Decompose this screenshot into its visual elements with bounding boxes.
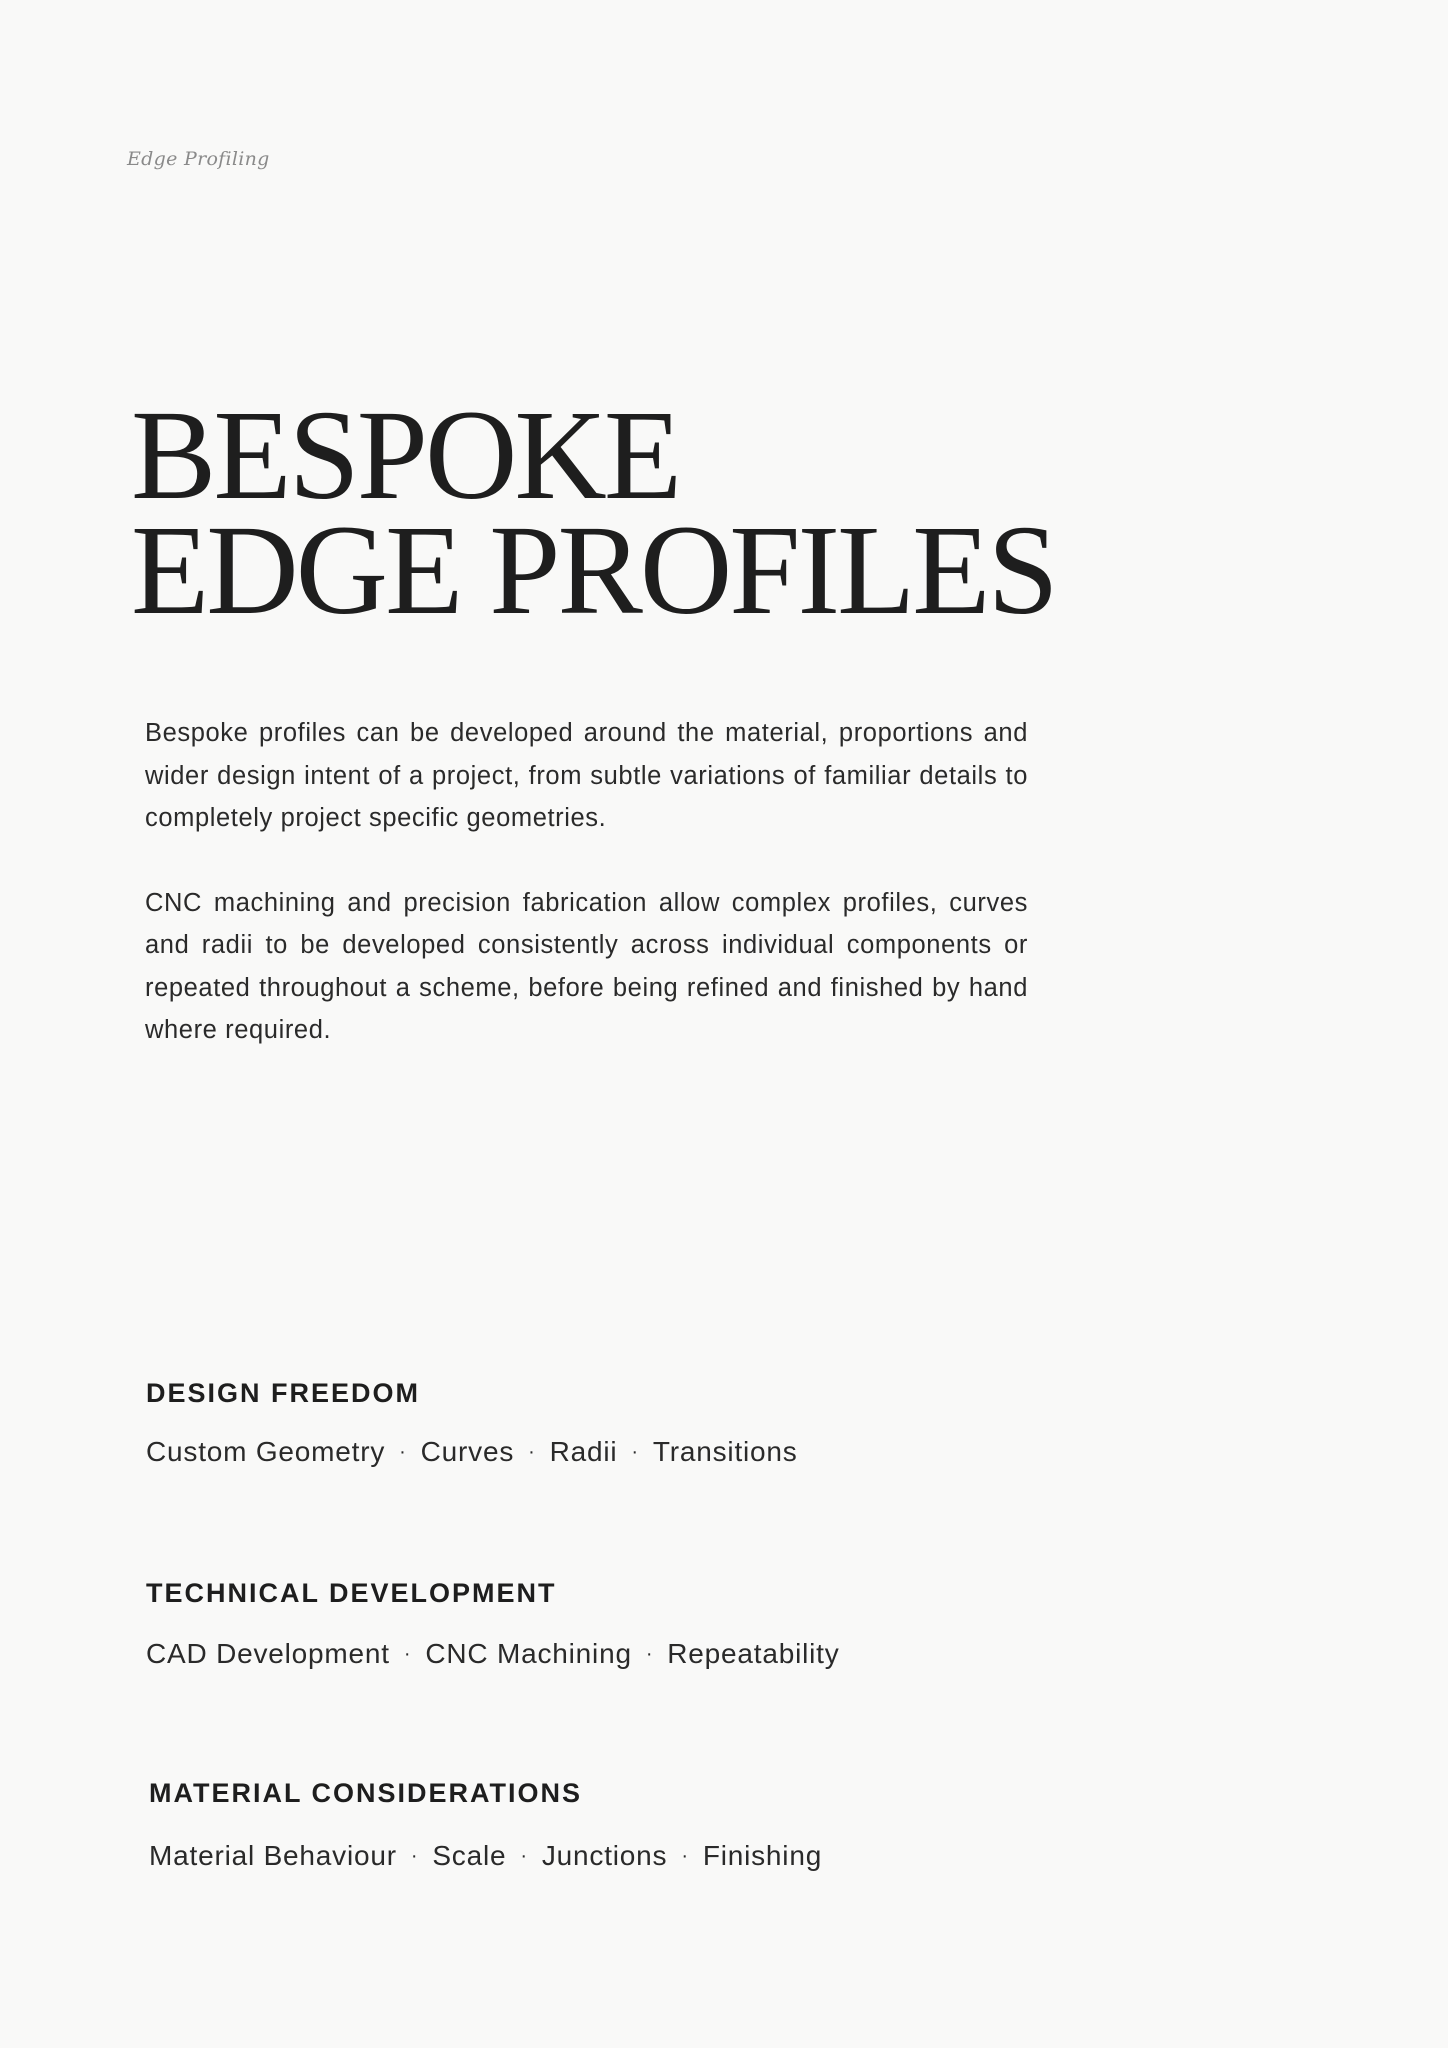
tag: CNC Machining <box>425 1638 632 1669</box>
feature-tags <box>146 1636 840 1672</box>
tag: Custom Geometry <box>146 1436 386 1467</box>
intro-text <box>145 712 1028 1094</box>
tag: Curves <box>420 1436 515 1467</box>
feature-material-considerations <box>149 1776 822 1874</box>
separator-dot: · <box>403 1643 412 1665</box>
tag: Repeatability <box>667 1638 840 1669</box>
separator-dot: · <box>645 1643 654 1665</box>
separator-dot: · <box>520 1845 528 1867</box>
feature-technical-development <box>146 1576 840 1672</box>
intro-paragraph-2: CNC machining and precision fabrication allow complex profiles, curves and radii to be developed consistently across individual components or repeated throughout a scheme, before being refined and finished by hand where required. <box>145 888 1028 1044</box>
page-title <box>131 384 1056 641</box>
separator-dot: · <box>399 1441 407 1463</box>
tag: Scale <box>432 1840 507 1871</box>
intro-paragraph-1: Bespoke profiles can be developed around the material, proportions and wider design intent of a project, from subtle variations of familiar details to completely project specific geometries. <box>145 719 1028 832</box>
feature-heading: DESIGN FREEDOM <box>146 1378 421 1408</box>
tag: Material Behaviour <box>149 1840 397 1871</box>
feature-heading: TECHNICAL DEVELOPMENT <box>146 1578 557 1608</box>
feature-design-freedom <box>146 1376 798 1470</box>
feature-heading: MATERIAL CONSIDERATIONS <box>149 1778 583 1808</box>
separator-dot: · <box>681 1845 689 1867</box>
page-title-line-2: EDGE PROFILES <box>131 499 1056 641</box>
tag: Radii <box>549 1436 618 1467</box>
separator-dot: · <box>528 1441 536 1463</box>
separator-dot: · <box>631 1441 639 1463</box>
section-eyebrow: Edge Profiling <box>127 148 270 170</box>
separator-dot: · <box>410 1845 419 1867</box>
tag: Transitions <box>652 1436 798 1467</box>
feature-tags <box>146 1434 798 1470</box>
tag: Finishing <box>702 1840 823 1871</box>
page-title-line-1: BESPOKE <box>131 384 679 526</box>
feature-tags <box>149 1838 822 1874</box>
tag: CAD Development <box>146 1638 390 1669</box>
tag: Junctions <box>541 1840 668 1871</box>
